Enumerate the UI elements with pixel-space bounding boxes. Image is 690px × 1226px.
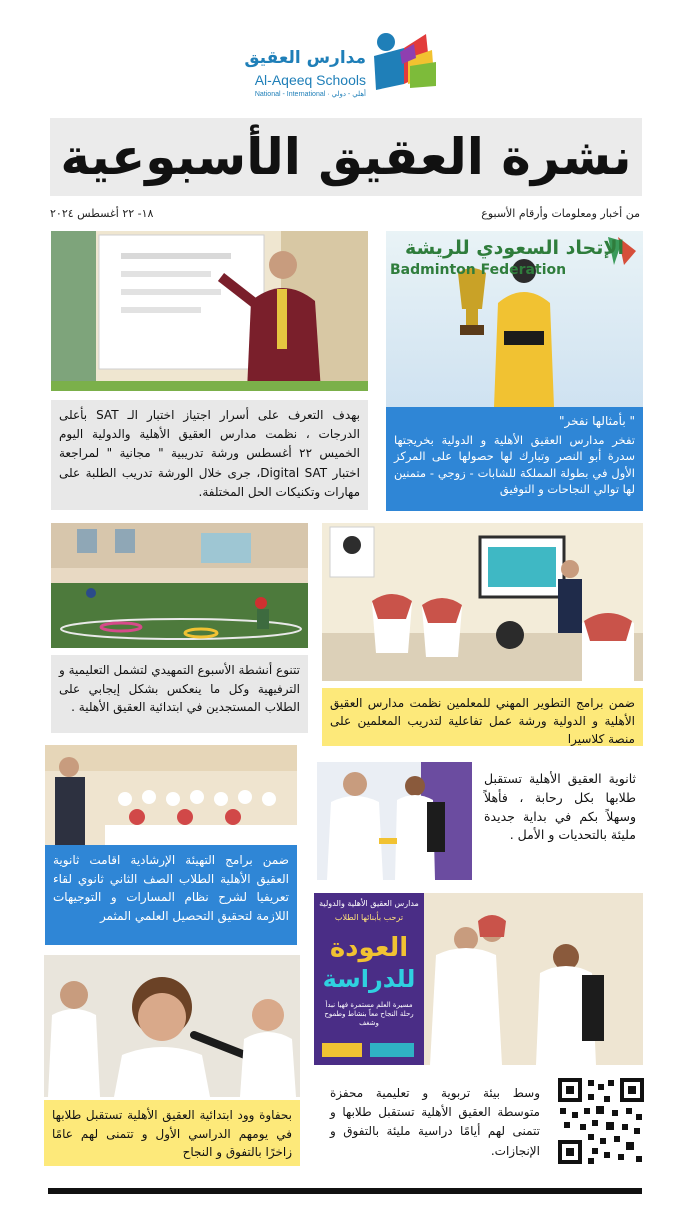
guidance-caption-text: ضمن برامج التهيئة الإرشادية اقامت ثانوية العقيق الأهلية الطلاب الصف الثاني ثانوي لقاء تعريفيا لشرح نظام المسارات و التوجيهات اللازمة لتحقيق التحصيل العلمي المثمر — [53, 853, 289, 923]
teachers-caption-box — [322, 688, 643, 746]
intermediate-caption-text: وسط بيئة تربوية و تعليمية محفزة متوسطة العقيق الأهلية تستقبل طلابها و تتمنى لهم أيامًا دراسية مليئة بالتفوق و الإنجازات. — [330, 1086, 540, 1158]
preparatory-caption-box — [51, 655, 308, 733]
badminton-caption-quote: " بأمثالها نفخر" — [559, 414, 635, 428]
primary-caption-text: بحفاوة وود ابتدائية العقيق الأهلية تستقبل طلابها في يومهم الدراسي الأول و تتمنى لهم عامًا زاخرًا بالتفوق و النجاح — [52, 1108, 292, 1160]
footer-divider — [48, 1188, 642, 1194]
badminton-caption-box — [386, 407, 643, 511]
qr-code-icon — [556, 1076, 646, 1166]
badminton-caption-text: تفخر مدارس العقيق الأهلية و الدولية بخريجتها سدرة أبو النصر وتبارك لها حصولها على المركز الأول في بطولة المملكة للشابات - زوجي - متمنين لها توالي النجاحات و التوفيق — [394, 433, 635, 496]
newsletter-title: نشرة العقيق الأسبوعية — [60, 128, 632, 186]
poster-headline-2: للدراسة — [322, 965, 416, 993]
sat-caption-box — [51, 400, 368, 510]
logo-english-name: Al-Aqeeq Schools — [254, 72, 366, 88]
logo-tagline: National - International · أهلي - دولي — [254, 91, 366, 98]
qr-code[interactable] — [556, 1076, 646, 1166]
poster-school-name: مدارس العقيق الأهلية والدولية — [319, 899, 419, 908]
sat-workshop-photo — [51, 231, 368, 391]
back-to-school-photo — [314, 893, 643, 1065]
preparatory-week-photo — [51, 523, 308, 648]
secondary-welcome-photo — [317, 762, 472, 880]
guidance-meeting-photo — [45, 745, 297, 845]
teachers-workshop-photo — [322, 523, 643, 681]
secondary-caption-box — [476, 764, 644, 882]
guidance-caption-box — [45, 845, 297, 945]
sat-caption-text: بهدف التعرف على أسرار اجتياز اختبار الـ SAT بأعلى الدرجات ، نظمت مدارس العقيق الأهلية والدولية اليوم الخميس ٢٢ أغسطس ورشة تدريبية " مجانية " لمراجعة اختبار Digital SAT، جرى خلال الورشة تدريب الطلبة على مهارات وتكنيكات الحل المختلفة. — [59, 408, 360, 499]
secondary-caption-text: ثانوية العقيق الأهلية تستقبل طلابها بكل رحابة ، فأهلاً وسهلاً بكم في بداية جديدة مليئة بالتحديات و الأمل . — [484, 771, 636, 843]
newsletter-title-banner — [50, 118, 642, 196]
teachers-caption-text: ضمن برامج التطوير المهني للمعلمين نظمت مدارس العقيق الأهلية و الدولية ورشة عمل تفاعلية لتدريب المعلمين على منصة كلاسيرا — [330, 696, 635, 746]
newsletter-date-range: ١٨- ٢٢ أغسطس ٢٠٢٤ — [50, 207, 154, 220]
primary-first-day-photo — [44, 955, 300, 1097]
preparatory-caption-text: تتنوع أنشطة الأسبوع التمهيدي لتشمل التعليمية و الترفيهية وكل ما ينعكس بشكل إيجابي على الطلاب المستجدين في ابتدائية العقيق الأهلية . — [59, 663, 300, 715]
newsletter-subtitle: من أخبار ومعلومات وأرقام الأسبوع — [481, 207, 640, 220]
badminton-federation-banner: الإتحاد السعودي للريشة — [404, 237, 625, 259]
school-logo — [244, 28, 440, 100]
poster-tagline: مسيرة العلم مستمرة فهيا نبدأ رحلة النجاح معاً بنشاط وطموح وشغف — [324, 1001, 414, 1028]
logo-book-icon — [370, 28, 440, 98]
poster-welcome: ترحب بأبنائها الطلاب — [334, 913, 404, 922]
logo-arabic-name: مدارس العقيق — [244, 48, 366, 68]
badminton-federation-banner-en: Badminton Federation — [390, 262, 567, 278]
primary-caption-box — [44, 1100, 300, 1166]
intermediate-caption-box — [322, 1078, 548, 1170]
poster-headline-1: العودة — [329, 933, 409, 963]
